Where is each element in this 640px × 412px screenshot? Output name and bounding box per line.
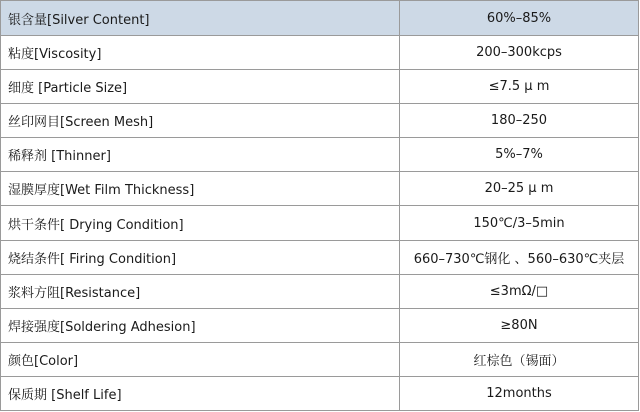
value-cell: 660–730℃钢化 、560–630℃夹层: [400, 240, 639, 274]
table-row-viscosity: [1, 36, 639, 70]
table-row-soldering-adhesion: [1, 308, 639, 342]
property-cell: 细度 [Particle Size]: [1, 70, 400, 104]
table-row-firing-condition: [1, 240, 639, 274]
property-cell: 浆料方阻[Resistance]: [1, 274, 400, 308]
value-cell: 60%–85%: [400, 1, 639, 36]
table-row-drying-condition: [1, 206, 639, 240]
table-row-wet-film-thickness: [1, 172, 639, 206]
value-cell: 12months: [400, 376, 639, 410]
value-cell: 200–300kcps: [400, 36, 639, 70]
property-cell: 焊接强度[Soldering Adhesion]: [1, 308, 400, 342]
property-cell: 烧结条件[ Firing Condition]: [1, 240, 400, 274]
value-cell: ≤7.5 μ m: [400, 70, 639, 104]
property-cell: 颜色[Color]: [1, 342, 400, 376]
table-row-thinner: [1, 138, 639, 172]
property-cell: 湿膜厚度[Wet Film Thickness]: [1, 172, 400, 206]
property-cell: 保质期 [Shelf Life]: [1, 376, 400, 410]
value-cell: 红棕色（锡面）: [400, 342, 639, 376]
value-cell: 150℃/3–5min: [400, 206, 639, 240]
value-cell: 5%–7%: [400, 138, 639, 172]
value-cell: ≤3mΩ/□: [400, 274, 639, 308]
property-cell: 烘干条件[ Drying Condition]: [1, 206, 400, 240]
table-row-shelf-life: [1, 376, 639, 410]
property-cell: 稀释剂 [Thinner]: [1, 138, 400, 172]
table-row-particle-size: [1, 70, 639, 104]
property-cell: 粘度[Viscosity]: [1, 36, 400, 70]
table-row-screen-mesh: [1, 104, 639, 138]
value-cell: 20–25 μ m: [400, 172, 639, 206]
table-row-color: [1, 342, 639, 376]
table-row-silver-content: [1, 1, 639, 36]
property-cell: 丝印网目[Screen Mesh]: [1, 104, 400, 138]
property-cell: 银含量[Silver Content]: [1, 1, 400, 36]
value-cell: 180–250: [400, 104, 639, 138]
table-row-resistance: [1, 274, 639, 308]
value-cell: ≥80N: [400, 308, 639, 342]
